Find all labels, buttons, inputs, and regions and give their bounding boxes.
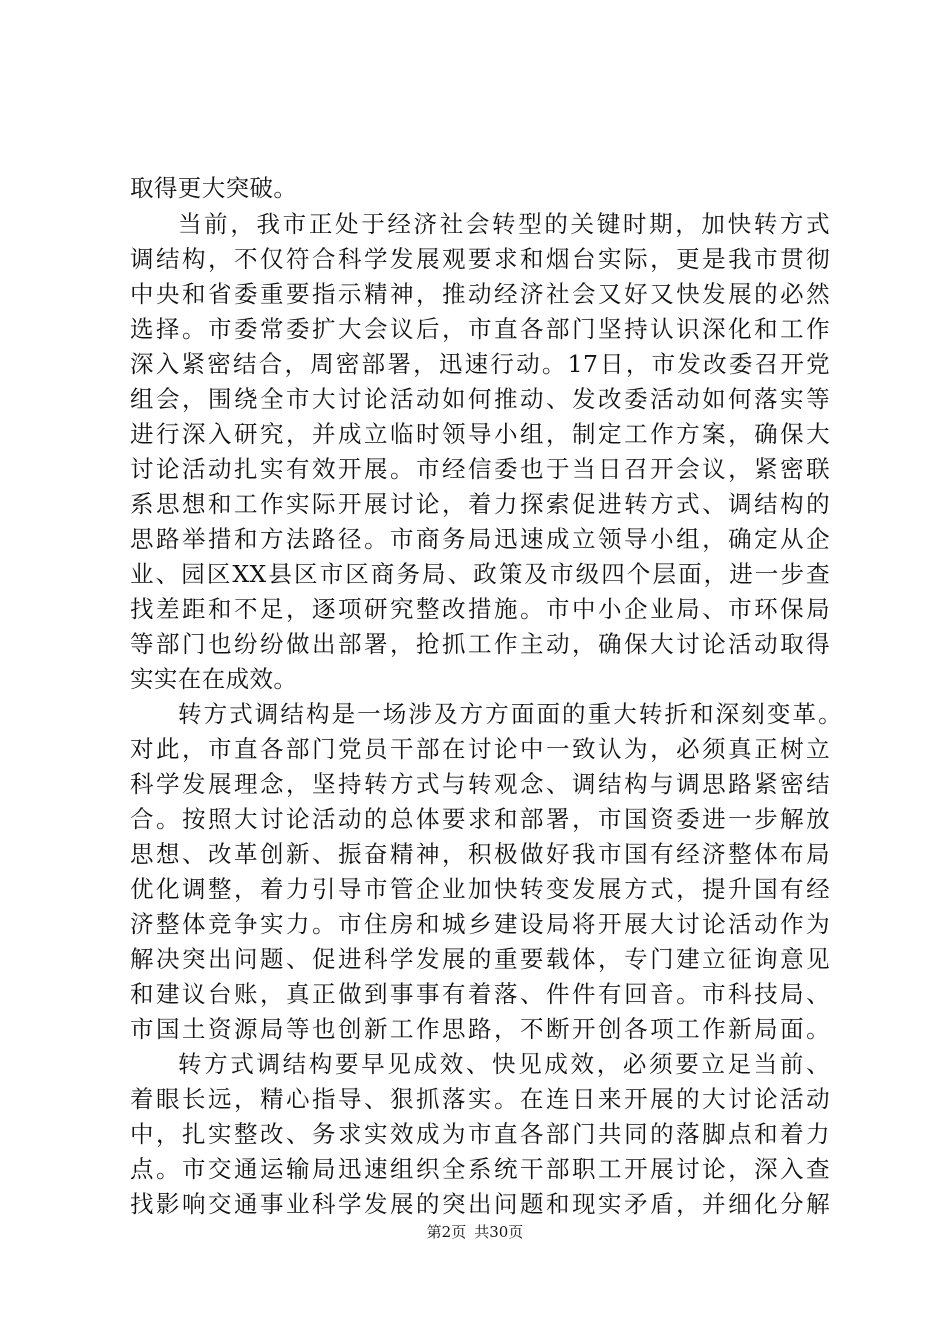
text-line: 合。按照大讨论活动的总体要求和部署，市国资委进一步解放 [130, 805, 830, 833]
text-line: 和建议台账，真正做到事事有着落、件件有回音。市科技局、 [130, 980, 830, 1008]
text-line: 讨论活动扎实有效开展。市经信委也于当日召开会议，紧密联 [130, 455, 830, 483]
text-line: 找影响交通事业科学发展的突出问题和现实矛盾，并细化分解 [130, 1190, 830, 1218]
text-line: 取得更大突破。 [130, 174, 298, 202]
text-line: 科学发展理念，坚持转方式与转观念、调结构与调思路紧密结 [130, 770, 830, 798]
text-line: 对此，市直各部门党员干部在讨论中一致认为，必须真正树立 [130, 735, 830, 763]
text-line: 找差距和不足，逐项研究整改措施。市中小企业局、市环保局 [130, 595, 830, 623]
text-line: 进行深入研究，并成立临时领导小组，制定工作方案，确保大 [130, 420, 830, 448]
text-line: 中央和省委重要指示精神，推动经济社会又好又快发展的必然 [130, 280, 830, 308]
page-footer [0, 1222, 950, 1242]
text-line: 业、园区XX县区市区商务局、政策及市级四个层面，进一步查 [130, 560, 830, 588]
page-total: 共30页 [474, 1223, 524, 1241]
page-number: 第2页 [426, 1223, 467, 1241]
text-line: 着眼长远，精心指导、狠抓落实。在连日来开展的大讨论活动 [130, 1085, 830, 1113]
paragraph-first-line: 转方式调结构要早见成效、快见成效，必须要立足当前、 [178, 1050, 830, 1078]
text-line: 济整体竞争实力。市住房和城乡建设局将开展大讨论活动作为 [130, 910, 830, 938]
text-line: 系思想和工作实际开展讨论，着力探索促进转方式、调结构的 [130, 490, 830, 518]
paragraph-first-line: 转方式调结构是一场涉及方方面面的重大转折和深刻变革。 [178, 700, 842, 728]
text-line: 选择。市委常委扩大会议后，市直各部门坚持认识深化和工作 [130, 315, 830, 343]
text-line: 思路举措和方法路径。市商务局迅速成立领导小组，确定从企 [130, 525, 830, 553]
text-line: 等部门也纷纷做出部署，抢抓工作主动，确保大讨论活动取得 [130, 630, 830, 658]
text-line: 深入紧密结合，周密部署，迅速行动。17日，市发改委召开党 [130, 350, 830, 378]
paragraph-first-line: 当前，我市正处于经济社会转型的关键时期，加快转方式 [178, 210, 830, 238]
text-line: 中，扎实整改、务求实效成为市直各部门共同的落脚点和着力 [130, 1120, 830, 1148]
text-line: 优化调整，着力引导市管企业加快转变发展方式，提升国有经 [130, 875, 830, 903]
text-line: 思想、改革创新、振奋精神，积极做好我市国有经济整体布局 [130, 840, 830, 868]
text-line: 市国土资源局等也创新工作思路，不断开创各项工作新局面。 [130, 1015, 830, 1043]
text-line: 调结构，不仅符合科学发展观要求和烟台实际，更是我市贯彻 [130, 245, 830, 273]
text-line: 解决突出问题、促进科学发展的重要载体，专门建立征询意见 [130, 945, 830, 973]
text-line: 点。市交通运输局迅速组织全系统干部职工开展讨论，深入查 [130, 1155, 830, 1183]
text-line: 实实在在成效。 [130, 665, 298, 693]
text-line: 组会，围绕全市大讨论活动如何推动、发改委活动如何落实等 [130, 385, 830, 413]
